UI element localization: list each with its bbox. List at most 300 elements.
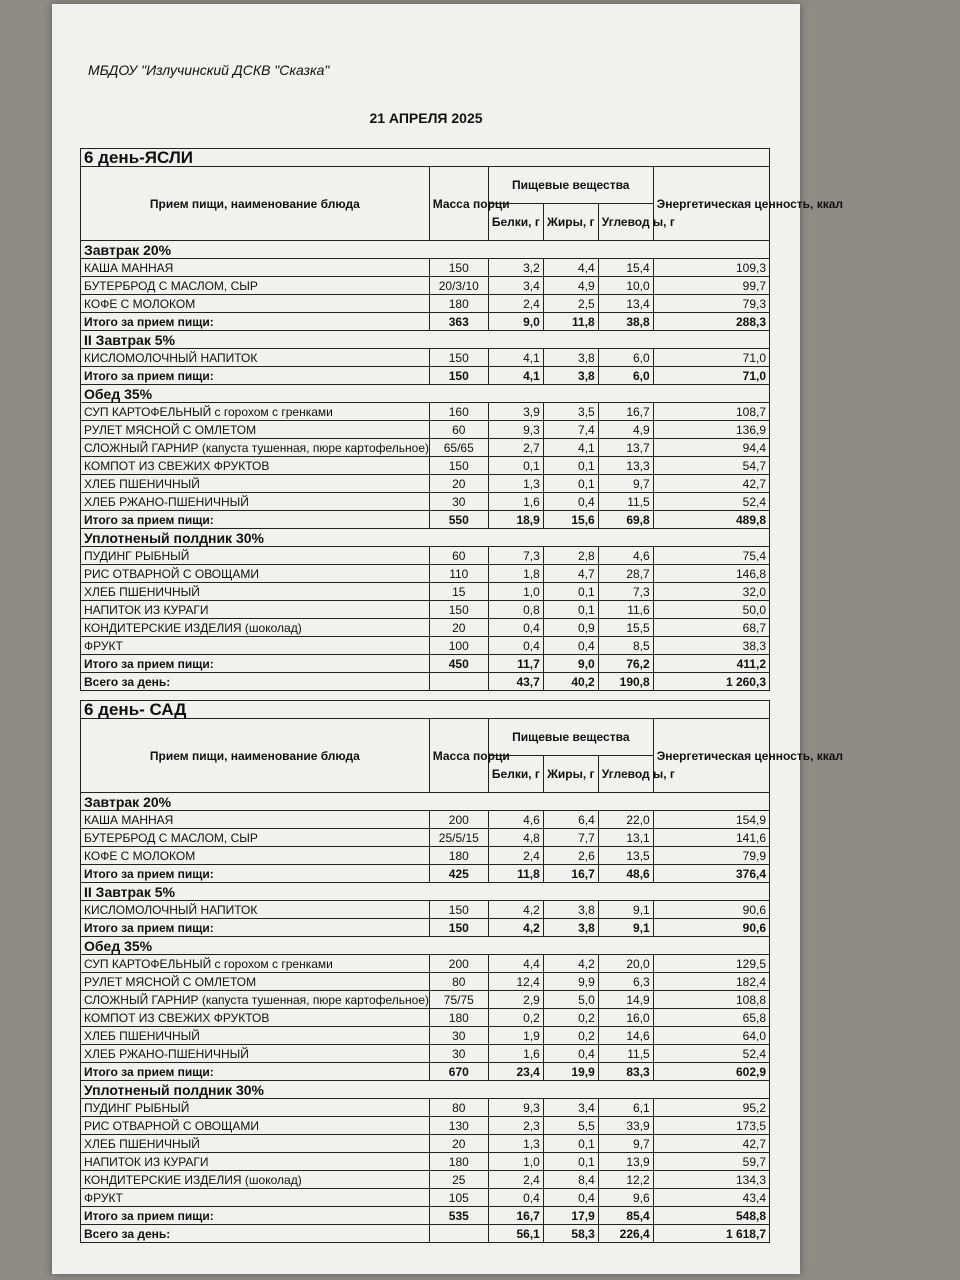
day-total-protein: 56,1: [488, 1225, 543, 1243]
meal-total-protein: 16,7: [488, 1207, 543, 1225]
meal-total-protein: 23,4: [488, 1063, 543, 1081]
dish-energy: 52,4: [653, 493, 769, 511]
meal-total-row: [81, 655, 770, 673]
dish-protein: 9,3: [488, 1099, 543, 1117]
dish-row: [81, 991, 770, 1009]
dish-row: [81, 829, 770, 847]
meal-total-protein: 11,7: [488, 655, 543, 673]
dish-protein: 4,8: [488, 829, 543, 847]
dish-carbs: 16,0: [598, 1009, 653, 1027]
dish-energy: 38,3: [653, 637, 769, 655]
day-total-label: Всего за день:: [81, 1225, 430, 1243]
dish-carbs: 11,5: [598, 1045, 653, 1063]
dish-fat: 8,4: [543, 1171, 598, 1189]
dish-mass: 150: [429, 259, 488, 277]
header-fat: Жиры, г: [543, 756, 598, 793]
dish-fat: 0,9: [543, 619, 598, 637]
dish-protein: 0,4: [488, 1189, 543, 1207]
meal-total-energy: 411,2: [653, 655, 769, 673]
dish-protein: 2,4: [488, 1171, 543, 1189]
dish-name: ХЛЕБ ПШЕНИЧНЫЙ: [81, 1027, 430, 1045]
dish-mass: 25: [429, 1171, 488, 1189]
dish-mass: 75/75: [429, 991, 488, 1009]
dish-protein: 4,2: [488, 901, 543, 919]
dish-mass: 110: [429, 565, 488, 583]
dish-carbs: 4,9: [598, 421, 653, 439]
dish-protein: 4,1: [488, 349, 543, 367]
dish-protein: 2,7: [488, 439, 543, 457]
dish-mass: 105: [429, 1189, 488, 1207]
dish-energy: 146,8: [653, 565, 769, 583]
dish-name: ПУДИНГ РЫБНЫЙ: [81, 547, 430, 565]
dish-row: [81, 1153, 770, 1171]
dish-carbs: 11,6: [598, 601, 653, 619]
meal-total-label: Итого за прием пищи:: [81, 865, 430, 883]
dish-row: [81, 1027, 770, 1045]
dish-energy: 134,3: [653, 1171, 769, 1189]
dish-protein: 1,0: [488, 583, 543, 601]
dish-mass: 30: [429, 1027, 488, 1045]
meal-total-row: [81, 1207, 770, 1225]
header-protein: Белки, г: [488, 756, 543, 793]
meal-title-row: [81, 385, 770, 403]
dish-mass: 150: [429, 601, 488, 619]
dish-name: КОМПОТ ИЗ СВЕЖИХ ФРУКТОВ: [81, 457, 430, 475]
dish-protein: 2,4: [488, 847, 543, 865]
meal-total-protein: 4,2: [488, 919, 543, 937]
meal-total-protein: 11,8: [488, 865, 543, 883]
meal-total-mass: 150: [429, 919, 488, 937]
meal-title-row: [81, 241, 770, 259]
dish-protein: 1,0: [488, 1153, 543, 1171]
meal-total-energy: 376,4: [653, 865, 769, 883]
meal-title-row: [81, 1081, 770, 1099]
meal-total-mass: 363: [429, 313, 488, 331]
dish-fat: 3,8: [543, 901, 598, 919]
dish-carbs: 6,0: [598, 349, 653, 367]
dish-name: ФРУКТ: [81, 1189, 430, 1207]
dish-mass: 180: [429, 847, 488, 865]
dish-row: [81, 565, 770, 583]
meal-total-mass: 150: [429, 367, 488, 385]
meal-total-mass: 670: [429, 1063, 488, 1081]
meal-total-fat: 3,8: [543, 367, 598, 385]
meal-title: Уплотненый полдник 30%: [81, 1081, 770, 1099]
dish-row: [81, 1099, 770, 1117]
dish-energy: 154,9: [653, 811, 769, 829]
dish-carbs: 20,0: [598, 955, 653, 973]
dish-protein: 2,9: [488, 991, 543, 1009]
dish-fat: 0,2: [543, 1009, 598, 1027]
day-title-row: [81, 149, 770, 167]
dish-energy: 99,7: [653, 277, 769, 295]
dish-energy: 173,5: [653, 1117, 769, 1135]
day-total-label: Всего за день:: [81, 673, 430, 691]
dish-protein: 2,4: [488, 295, 543, 313]
dish-protein: 1,9: [488, 1027, 543, 1045]
header-energy: Энергетическая ценность, ккал: [653, 719, 769, 793]
dish-energy: 108,8: [653, 991, 769, 1009]
meal-title: II Завтрак 5%: [81, 883, 770, 901]
dish-fat: 4,4: [543, 259, 598, 277]
dish-mass: 60: [429, 421, 488, 439]
meal-total-carbs: 69,8: [598, 511, 653, 529]
meal-total-label: Итого за прием пищи:: [81, 655, 430, 673]
dish-row: [81, 547, 770, 565]
dish-carbs: 13,3: [598, 457, 653, 475]
dish-protein: 2,3: [488, 1117, 543, 1135]
dish-row: [81, 955, 770, 973]
meal-total-carbs: 85,4: [598, 1207, 653, 1225]
dish-fat: 7,4: [543, 421, 598, 439]
dish-energy: 129,5: [653, 955, 769, 973]
header-dish-name: Прием пищи, наименование блюда: [81, 167, 430, 241]
dish-row: [81, 259, 770, 277]
dish-fat: 0,1: [543, 1153, 598, 1171]
day-total-energy: 1 618,7: [653, 1225, 769, 1243]
dish-carbs: 22,0: [598, 811, 653, 829]
meal-title: Завтрак 20%: [81, 241, 770, 259]
dish-row: [81, 1045, 770, 1063]
dish-row: [81, 637, 770, 655]
day-total-protein: 43,7: [488, 673, 543, 691]
dish-mass: 15: [429, 583, 488, 601]
dish-protein: 1,3: [488, 475, 543, 493]
meal-total-mass: 425: [429, 865, 488, 883]
dish-protein: 3,4: [488, 277, 543, 295]
dish-row: [81, 583, 770, 601]
dish-row: [81, 493, 770, 511]
meal-total-carbs: 38,8: [598, 313, 653, 331]
dish-row: [81, 439, 770, 457]
dish-mass: 130: [429, 1117, 488, 1135]
header-nutrients: Пищевые вещества: [488, 167, 653, 204]
dish-protein: 12,4: [488, 973, 543, 991]
meal-total-label: Итого за прием пищи:: [81, 367, 430, 385]
dish-name: БУТЕРБРОД С МАСЛОМ, СЫР: [81, 829, 430, 847]
dish-row: [81, 601, 770, 619]
dish-fat: 0,4: [543, 1189, 598, 1207]
menu-table-nursery: [80, 147, 844, 691]
dish-row: [81, 457, 770, 475]
dish-energy: 59,7: [653, 1153, 769, 1171]
dish-row: [81, 277, 770, 295]
meal-total-label: Итого за прием пищи:: [81, 919, 430, 937]
dish-energy: 50,0: [653, 601, 769, 619]
dish-name: КИСЛОМОЛОЧНЫЙ НАПИТОК: [81, 901, 430, 919]
dish-carbs: 13,4: [598, 295, 653, 313]
dish-row: [81, 1135, 770, 1153]
dish-protein: 1,6: [488, 1045, 543, 1063]
dish-carbs: 8,5: [598, 637, 653, 655]
meal-total-carbs: 6,0: [598, 367, 653, 385]
dish-mass: 60: [429, 547, 488, 565]
dish-name: НАПИТОК ИЗ КУРАГИ: [81, 601, 430, 619]
meal-total-row: [81, 313, 770, 331]
dish-energy: 90,6: [653, 901, 769, 919]
dish-fat: 0,1: [543, 601, 598, 619]
dish-protein: 7,3: [488, 547, 543, 565]
meal-total-carbs: 76,2: [598, 655, 653, 673]
dish-carbs: 12,2: [598, 1171, 653, 1189]
dish-mass: 180: [429, 1009, 488, 1027]
day-total-mass: [429, 1225, 488, 1243]
meal-title: Обед 35%: [81, 937, 770, 955]
dish-fat: 9,9: [543, 973, 598, 991]
dish-protein: 3,9: [488, 403, 543, 421]
meal-total-fat: 9,0: [543, 655, 598, 673]
meal-total-fat: 19,9: [543, 1063, 598, 1081]
dish-energy: 75,4: [653, 547, 769, 565]
dish-name: КАША МАННАЯ: [81, 259, 430, 277]
dish-mass: 80: [429, 1099, 488, 1117]
dish-fat: 3,5: [543, 403, 598, 421]
dish-carbs: 9,6: [598, 1189, 653, 1207]
dish-name: РИС ОТВАРНОЙ С ОВОЩАМИ: [81, 1117, 430, 1135]
dish-energy: 182,4: [653, 973, 769, 991]
dish-energy: 68,7: [653, 619, 769, 637]
dish-mass: 20/3/10: [429, 277, 488, 295]
dish-fat: 5,0: [543, 991, 598, 1009]
dish-fat: 0,4: [543, 493, 598, 511]
dish-fat: 3,4: [543, 1099, 598, 1117]
dish-protein: 9,3: [488, 421, 543, 439]
dish-protein: 4,4: [488, 955, 543, 973]
dish-fat: 0,1: [543, 475, 598, 493]
meal-total-energy: 548,8: [653, 1207, 769, 1225]
meal-total-carbs: 9,1: [598, 919, 653, 937]
dish-energy: 71,0: [653, 349, 769, 367]
dish-name: НАПИТОК ИЗ КУРАГИ: [81, 1153, 430, 1171]
dish-carbs: 6,3: [598, 973, 653, 991]
dish-name: ХЛЕБ ПШЕНИЧНЫЙ: [81, 583, 430, 601]
dish-energy: 109,3: [653, 259, 769, 277]
meal-total-fat: 15,6: [543, 511, 598, 529]
dish-row: [81, 421, 770, 439]
dish-name: КИСЛОМОЛОЧНЫЙ НАПИТОК: [81, 349, 430, 367]
dish-carbs: 16,7: [598, 403, 653, 421]
dish-carbs: 9,7: [598, 1135, 653, 1153]
dish-carbs: 9,7: [598, 475, 653, 493]
dish-protein: 0,8: [488, 601, 543, 619]
dish-protein: 1,6: [488, 493, 543, 511]
dish-energy: 141,6: [653, 829, 769, 847]
day-total-mass: [429, 673, 488, 691]
meal-total-mass: 535: [429, 1207, 488, 1225]
meal-title-row: [81, 529, 770, 547]
meal-total-label: Итого за прием пищи:: [81, 313, 430, 331]
dish-mass: 150: [429, 349, 488, 367]
dish-carbs: 7,3: [598, 583, 653, 601]
dish-mass: 150: [429, 901, 488, 919]
dish-fat: 0,1: [543, 583, 598, 601]
dish-carbs: 13,1: [598, 829, 653, 847]
dish-mass: 100: [429, 637, 488, 655]
dish-energy: 52,4: [653, 1045, 769, 1063]
meal-total-energy: 90,6: [653, 919, 769, 937]
meal-total-row: [81, 919, 770, 937]
dish-fat: 0,1: [543, 1135, 598, 1153]
meal-title: Обед 35%: [81, 385, 770, 403]
dish-carbs: 13,9: [598, 1153, 653, 1171]
dish-fat: 4,9: [543, 277, 598, 295]
dish-carbs: 11,5: [598, 493, 653, 511]
dish-carbs: 14,9: [598, 991, 653, 1009]
dish-protein: 0,4: [488, 619, 543, 637]
dish-mass: 20: [429, 1135, 488, 1153]
meal-title-row: [81, 883, 770, 901]
dish-fat: 2,6: [543, 847, 598, 865]
meal-total-protein: 18,9: [488, 511, 543, 529]
dish-carbs: 13,5: [598, 847, 653, 865]
day-title-row: [81, 701, 770, 719]
dish-row: [81, 349, 770, 367]
day-total-row: [81, 1225, 770, 1243]
dish-row: [81, 1189, 770, 1207]
dish-row: [81, 1009, 770, 1027]
dish-mass: 20: [429, 619, 488, 637]
dish-name: ХЛЕБ РЖАНО-ПШЕНИЧНЫЙ: [81, 493, 430, 511]
dish-fat: 4,2: [543, 955, 598, 973]
meal-total-row: [81, 865, 770, 883]
dish-energy: 64,0: [653, 1027, 769, 1045]
dish-name: ХЛЕБ ПШЕНИЧНЫЙ: [81, 475, 430, 493]
dish-row: [81, 1117, 770, 1135]
dish-carbs: 15,4: [598, 259, 653, 277]
dish-name: БУТЕРБРОД С МАСЛОМ, СЫР: [81, 277, 430, 295]
meal-total-label: Итого за прием пищи:: [81, 1207, 430, 1225]
meal-total-protein: 4,1: [488, 367, 543, 385]
dish-name: КОФЕ С МОЛОКОМ: [81, 847, 430, 865]
header-fat: Жиры, г: [543, 204, 598, 241]
dish-carbs: 6,1: [598, 1099, 653, 1117]
meal-total-protein: 9,0: [488, 313, 543, 331]
dish-protein: 0,1: [488, 457, 543, 475]
day-total-carbs: 226,4: [598, 1225, 653, 1243]
meal-total-row: [81, 511, 770, 529]
dish-mass: 180: [429, 295, 488, 313]
header-energy: Энергетическая ценность, ккал: [653, 167, 769, 241]
dish-row: [81, 295, 770, 313]
dish-fat: 3,8: [543, 349, 598, 367]
dish-fat: 6,4: [543, 811, 598, 829]
dish-fat: 0,2: [543, 1027, 598, 1045]
dish-name: КОФЕ С МОЛОКОМ: [81, 295, 430, 313]
dish-energy: 54,7: [653, 457, 769, 475]
dish-name: КОНДИТЕРСКИЕ ИЗДЕЛИЯ (шоколад): [81, 1171, 430, 1189]
dish-energy: 108,7: [653, 403, 769, 421]
dish-row: [81, 847, 770, 865]
dish-energy: 94,4: [653, 439, 769, 457]
dish-row: [81, 403, 770, 421]
dish-name: ПУДИНГ РЫБНЫЙ: [81, 1099, 430, 1117]
day-total-energy: 1 260,3: [653, 673, 769, 691]
dish-fat: 0,1: [543, 457, 598, 475]
dish-energy: 42,7: [653, 475, 769, 493]
dish-name: СЛОЖНЫЙ ГАРНИР (капуста тушенная, пюре картофельное): [81, 991, 430, 1009]
dish-mass: 65/65: [429, 439, 488, 457]
dish-fat: 2,5: [543, 295, 598, 313]
dish-mass: 180: [429, 1153, 488, 1171]
dish-name: КОМПОТ ИЗ СВЕЖИХ ФРУКТОВ: [81, 1009, 430, 1027]
meal-total-fat: 16,7: [543, 865, 598, 883]
menu-sheet: [52, 4, 844, 1274]
meal-title: II Завтрак 5%: [81, 331, 770, 349]
dish-protein: 3,2: [488, 259, 543, 277]
dish-row: [81, 1171, 770, 1189]
dish-energy: 79,9: [653, 847, 769, 865]
dish-mass: 30: [429, 1045, 488, 1063]
dish-protein: 1,8: [488, 565, 543, 583]
dish-protein: 1,3: [488, 1135, 543, 1153]
dish-fat: 2,8: [543, 547, 598, 565]
dish-energy: 79,3: [653, 295, 769, 313]
organization-name: МБДОУ "Излучинский ДСКВ "Сказка": [88, 62, 330, 78]
meal-total-label: Итого за прием пищи:: [81, 1063, 430, 1081]
meal-title: Завтрак 20%: [81, 793, 770, 811]
dish-carbs: 13,7: [598, 439, 653, 457]
dish-name: КОНДИТЕРСКИЕ ИЗДЕЛИЯ (шоколад): [81, 619, 430, 637]
meal-total-fat: 3,8: [543, 919, 598, 937]
header-carbs: Углевод ы, г: [598, 204, 653, 241]
dish-protein: 0,2: [488, 1009, 543, 1027]
dish-row: [81, 901, 770, 919]
dish-name: СУП КАРТОФЕЛЬНЫЙ с горохом с гренками: [81, 403, 430, 421]
meal-title: Уплотненый полдник 30%: [81, 529, 770, 547]
dish-name: СЛОЖНЫЙ ГАРНИР (капуста тушенная, пюре картофельное): [81, 439, 430, 457]
dish-energy: 65,8: [653, 1009, 769, 1027]
day-total-row: [81, 673, 770, 691]
dish-mass: 25/5/15: [429, 829, 488, 847]
dish-mass: 20: [429, 475, 488, 493]
dish-protein: 4,6: [488, 811, 543, 829]
day-title: 6 день- САД: [81, 701, 770, 719]
header-dish-name: Прием пищи, наименование блюда: [81, 719, 430, 793]
menu-table-kindergarten: [80, 699, 844, 1243]
dish-carbs: 15,5: [598, 619, 653, 637]
dish-energy: 95,2: [653, 1099, 769, 1117]
header-protein: Белки, г: [488, 204, 543, 241]
meal-title-row: [81, 331, 770, 349]
dish-fat: 4,1: [543, 439, 598, 457]
dish-mass: 80: [429, 973, 488, 991]
header-portion-mass: Масса порци: [429, 167, 488, 241]
day-total-fat: 58,3: [543, 1225, 598, 1243]
dish-energy: 42,7: [653, 1135, 769, 1153]
meal-total-energy: 489,8: [653, 511, 769, 529]
dish-fat: 0,4: [543, 637, 598, 655]
dish-fat: 4,7: [543, 565, 598, 583]
dish-mass: 30: [429, 493, 488, 511]
dish-row: [81, 475, 770, 493]
dish-fat: 5,5: [543, 1117, 598, 1135]
meal-title-row: [81, 793, 770, 811]
dish-fat: 0,4: [543, 1045, 598, 1063]
dish-name: КАША МАННАЯ: [81, 811, 430, 829]
meal-total-mass: 450: [429, 655, 488, 673]
dish-mass: 160: [429, 403, 488, 421]
dish-mass: 200: [429, 955, 488, 973]
dish-name: ХЛЕБ РЖАНО-ПШЕНИЧНЫЙ: [81, 1045, 430, 1063]
dish-carbs: 28,7: [598, 565, 653, 583]
dish-carbs: 9,1: [598, 901, 653, 919]
dish-carbs: 10,0: [598, 277, 653, 295]
dish-row: [81, 619, 770, 637]
dish-name: РИС ОТВАРНОЙ С ОВОЩАМИ: [81, 565, 430, 583]
meal-title-row: [81, 937, 770, 955]
dish-mass: 200: [429, 811, 488, 829]
meal-total-row: [81, 367, 770, 385]
